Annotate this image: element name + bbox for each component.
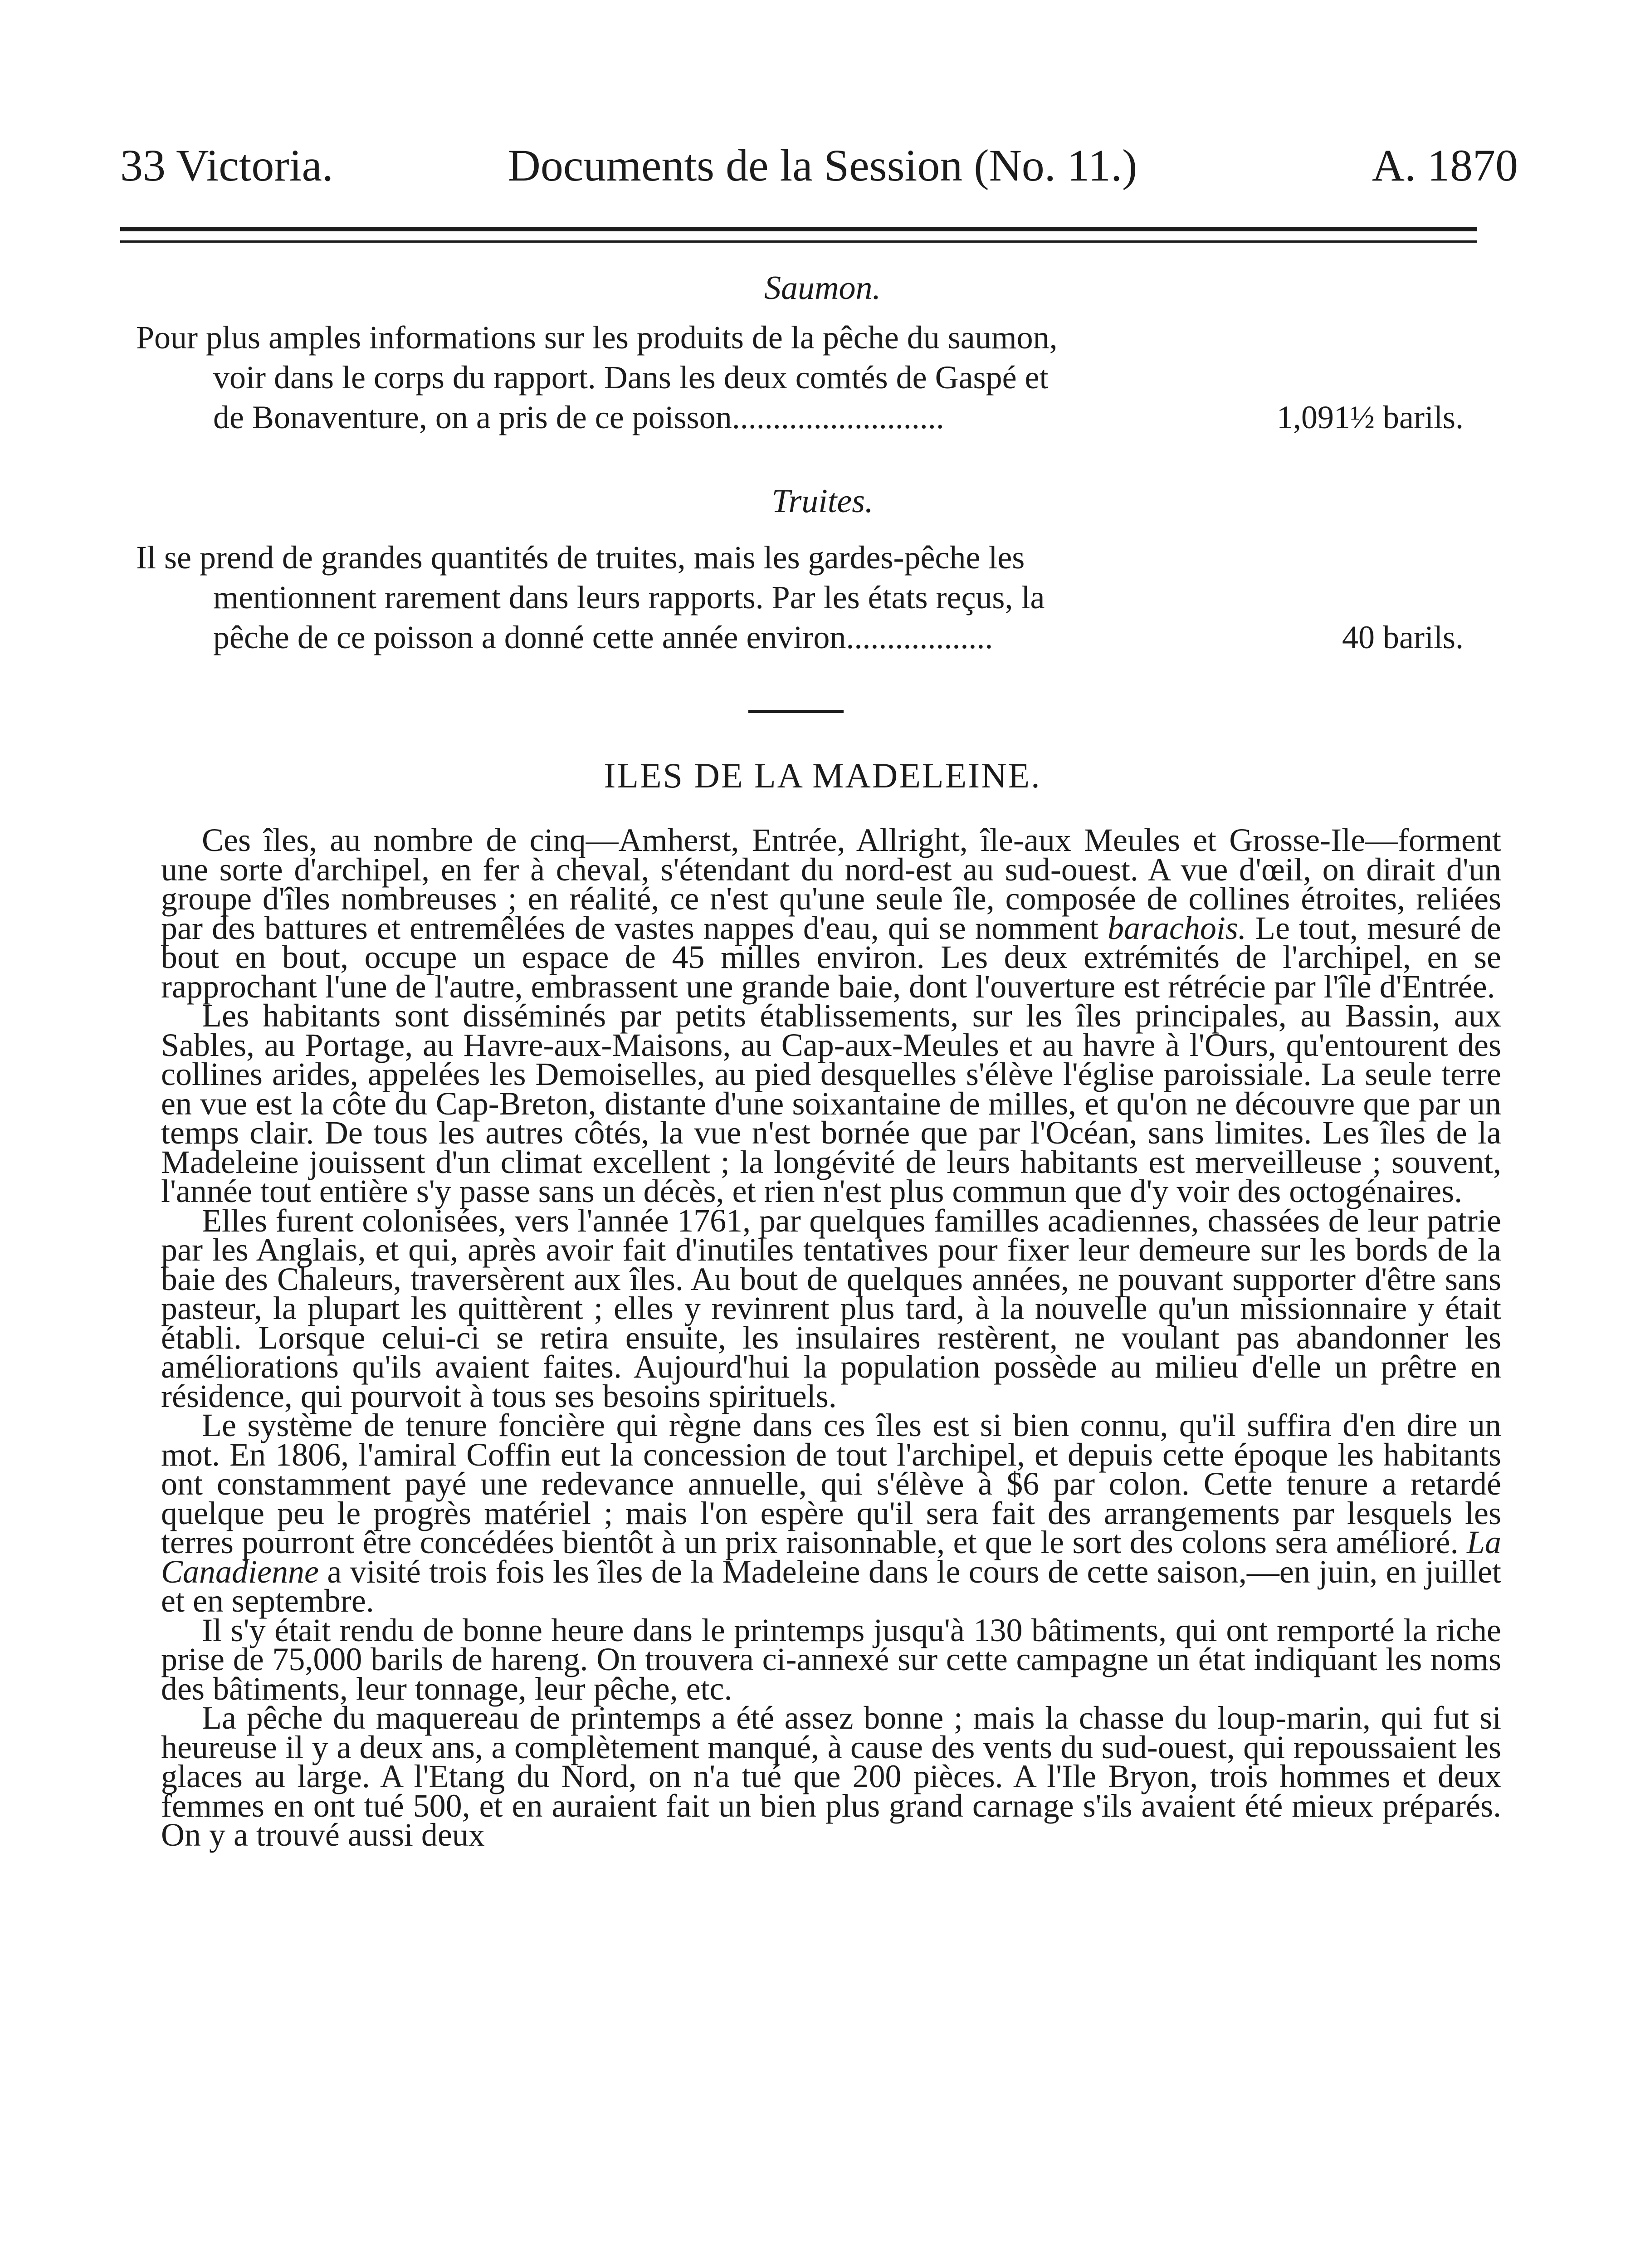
- paragraph-2-text: Les habitants sont disséminés par petits établissements, sur les îles principales, au Bassin, aux Sables, au Portage, au Havre-aux-Maisons, au Cap-aux-Meules et au havre à l'Ours, qu'entourent des collines arides, appelées les Demoiselles, au pied desquelles s'élève l'église paroissiale. La seule terre en vue est la côte du Cap-Breton, distante d'une soixantaine de milles, et qu'on ne découvre que par un temps clair. De tous les autres côtés, la vue n'est bornée que par l'Océan, sans limites. Les îles de la Madeleine jouissent d'un climat excellent ; la longévité de leurs habitants est merveilleuse ; souvent, l'année tout entière s'y passe sans un décès, et rien n'est plus commun que d'y voir des octogénaires.: [161, 997, 1501, 1209]
- header-rule-thin: [120, 240, 1477, 243]
- paragraph-4: [161, 1407, 1501, 1619]
- truites-amount: 40 barils.: [1342, 619, 1464, 655]
- saumon-line-3-text: de Bonaventure, on a pris de ce poisson: [213, 399, 732, 435]
- paragraph-5-text: Il s'y était rendu de bonne heure dans le printemps jusqu'à 130 bâtiments, qui ont remporté la riche prise de 75,000 barils de hareng. On trouvera ci-annexé sur cette campagne un état indiquant les noms des bâtiments, leur tonnage, leur pêche, etc.: [161, 1612, 1501, 1707]
- paragraph-3: [161, 1202, 1501, 1414]
- paragraph-4-text: Le système de tenure foncière qui règne dans ces îles est si bien connu, qu'il suffira d'en dire un mot. En 1806, l'amiral Coffin eut la concession de tout l'archipel, et depuis cette époque les habitants ont constamment payé une redevance annuelle, qui s'élève à $6 par colon. Cette tenure a retardé quelque peu le progrès matériel ; mais l'on espère qu'il sera fait des arrangements par lesquels les terres pourront être concédées bientôt à un prix raisonnable, et que le sort des colons sera amélioré.: [161, 1407, 1501, 1560]
- header-volume: 33 Victoria.: [120, 140, 333, 191]
- saumon-line-2: voir dans le corps du rapport. Dans les deux comtés de Gaspé et: [213, 359, 1049, 396]
- saumon-line-1: Pour plus amples informations sur les produits de la pêche du saumon,: [136, 319, 1058, 356]
- section-title: ILES DE LA MADELEINE.: [604, 756, 1041, 795]
- saumon-leader-dots: ..........................: [732, 399, 944, 435]
- truites-line-3-text: pêche de ce poisson a donné cette année environ: [213, 619, 846, 655]
- paragraph-6: [161, 1700, 1501, 1853]
- saumon-line-3: [136, 397, 1202, 437]
- saumon-entry: [136, 318, 1202, 437]
- truites-heading: Truites.: [771, 483, 874, 520]
- paragraph-1-text-end: Le tout, mesuré de bout en bout, occupe un espace de 45 milles environ. Les deux extrémités de l'archipel, en se rapprochant l'une de l'autre, embrassent une grande baie, dont l'ouverture est rétrécie par l'île d'Entrée.: [161, 909, 1501, 1005]
- paragraph-2: [161, 997, 1501, 1209]
- paragraph-4-italic: La Canadienne: [161, 1524, 1501, 1590]
- truites-entry: [136, 538, 1202, 657]
- truites-line-1: Il se prend de grandes quantités de truites, mais les gardes-pêche les: [136, 539, 1025, 576]
- header-year: A. 1870: [1372, 140, 1518, 191]
- header-rule-thick: [120, 227, 1477, 231]
- body-text: [161, 822, 1501, 1853]
- paragraph-4-text-end: a visité trois fois les îles de la Madeleine dans le cours de cette saison,—en juin, en juillet et en septembre.: [161, 1553, 1501, 1619]
- truites-line-3: [136, 617, 1202, 657]
- saumon-amount: 1,091½ barils.: [1277, 399, 1464, 435]
- truites-line-2: mentionnent rarement dans leurs rapports. Par les états reçus, la: [213, 579, 1045, 616]
- paragraph-5: [161, 1612, 1501, 1707]
- running-header: [120, 136, 1525, 195]
- paragraph-3-text: Elles furent colonisées, vers l'année 1761, par quelques familles acadiennes, chassées de leur patrie par les Anglais, et qui, après avoir fait d'inutiles tentatives pour fixer leur demeure sur les bords de la baie des Chaleurs, traversèrent aux îles. Au bout de quelques années, ne pouvant supporter d'être sans pasteur, la plupart les quittèrent ; elles y revinrent plus tard, à la nouvelle qu'un missionnaire y était établi. Lorsque celui-ci se retira ensuite, les insulaires restèrent, ne voulant pas abandonner les améliorations qu'ils avaient faites. Aujourd'hui la population possède au milieu d'elle un prêtre en résidence, qui pourvoit à tous ses besoins spirituels.: [161, 1202, 1501, 1414]
- paragraph-6-text: La pêche du maquereau de printemps a été assez bonne ; mais la chasse du loup-marin, qui fut si heureuse il y a deux ans, a complètement manqué, à cause des vents du sud-ouest, qui repoussaient les glaces au large. A l'Etang du Nord, on n'a tué que 200 pièces. A l'Ile Bryon, trois hommes et deux femmes en ont tué 500, et en auraient fait un bien plus grand carnage s'ils avaient été mieux préparés. On y a trouvé aussi deux: [161, 1700, 1501, 1853]
- section-divider: [748, 710, 844, 713]
- paragraph-1: [161, 822, 1501, 1005]
- truites-leader-dots: ..................: [846, 619, 993, 655]
- paragraph-1-text: Ces îles, au nombre de cinq—Amherst, Entrée, Allright, île-aux Meules et Grosse-Ile—forment une sorte d'archipel, en fer à cheval, s'étendant du nord-est au sud-ouest. A vue d'œil, on dirait d'un groupe d'îles nombreuses ; en réalité, ce n'est qu'une seule île, composée de collines étroites, reliées par des battures et entremêlées de vastes nappes d'eau, qui se nomment: [161, 822, 1501, 946]
- paragraph-1-italic: barachois.: [1107, 909, 1246, 946]
- saumon-heading: Saumon.: [764, 269, 881, 307]
- header-document-title: Documents de la Session (No. 11.): [508, 140, 1137, 191]
